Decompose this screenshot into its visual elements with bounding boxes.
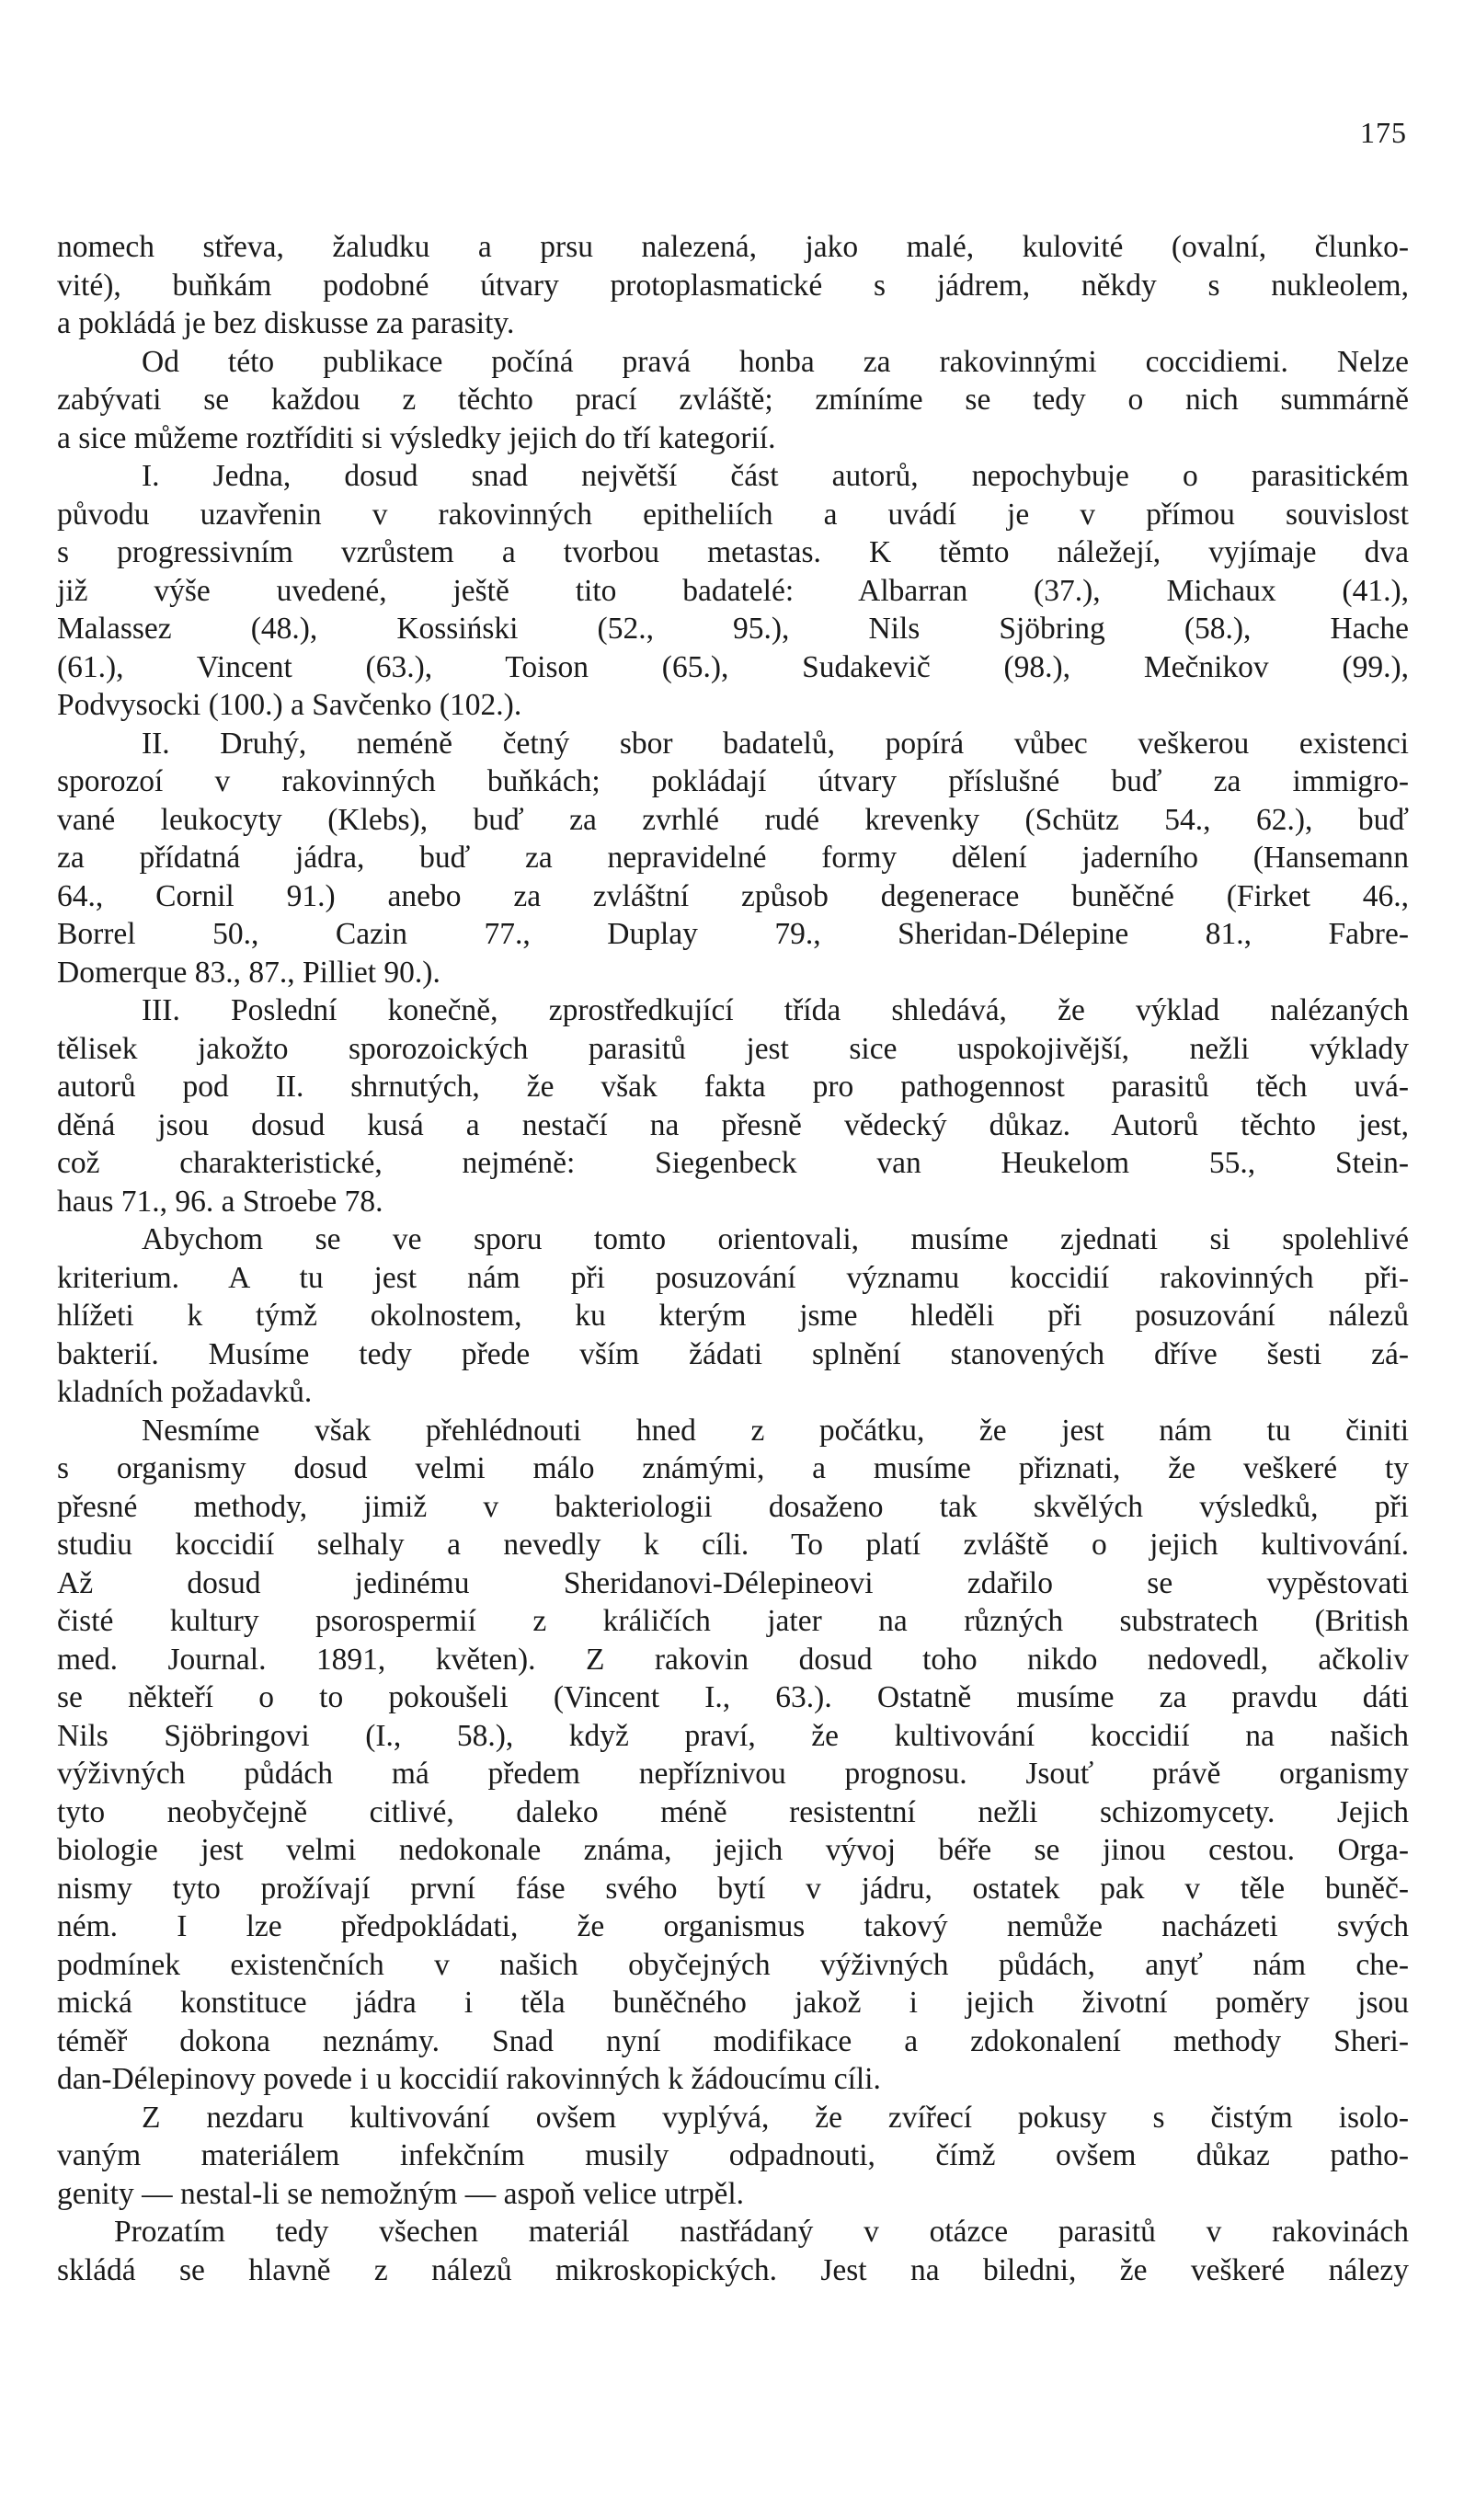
text-line: dan-Délepinovy povede i u koccidií rakovinných k žádoucímu cíli. — [57, 2062, 881, 2096]
text-line: Abychom se ve sporu tomto orientovali, musíme zjednati si spolehlivé — [142, 1222, 1409, 1256]
text-line: tyto neobyčejně citlivé, daleko méně resistentní nežli schizomycety. Jejich — [57, 1794, 1409, 1829]
text-line: podmínek existenčních v našich obyčejných výživných půdách, anyť nám che- — [57, 1947, 1409, 1982]
text-line: mická konstituce jádra i těla buněčného jakož i jejich životní poměry jsou — [57, 1986, 1409, 2020]
text-line: přesné methody, jimiž v bakteriologii dosaženo tak skvělých výsledků, při — [57, 1489, 1409, 1524]
text-line: biologie jest velmi nedokonale známa, jejich vývoj béře se jinou cestou. Orga- — [57, 1833, 1409, 1867]
text-line: 64., Cornil 91.) anebo za zvláštní způsob degenerace buněčné (Firket 46., — [57, 878, 1409, 913]
text-line: bakterií. Musíme tedy přede vším žádati splnění stanovených dříve šesti zá- — [57, 1336, 1409, 1371]
text-line: Podvysocki (100.) a Savčenko (102.). — [57, 688, 522, 722]
text-line: kriterium. A tu jest nám při posuzování významu koccidií rakovinných při- — [57, 1260, 1409, 1295]
text-line: skládá se hlavně z nálezů mikroskopických. Jest na biledni, že veškeré nálezy — [57, 2252, 1409, 2287]
text-line: II. Druhý, neméně četný sbor badatelů, popírá vůbec veškerou existenci — [142, 726, 1409, 761]
text-line: a sice můžeme roztříditi si výsledky jejich do tří kategorií. — [57, 420, 776, 455]
text-line: již výše uvedené, ještě tito badatelé: Albarran (37.), Michaux (41.), — [57, 573, 1409, 608]
text-line: Domerque 83., 87., Pilliet 90.). — [57, 955, 440, 990]
text-line: hlížeti k týmž okolnostem, ku kterým jsme hleděli při posuzování nálezů — [57, 1299, 1409, 1333]
text-line: s organismy dosud velmi málo známými, a musíme přiznati, že veškeré ty — [57, 1451, 1409, 1485]
text-line: tělisek jakožto sporozoických parasitů jest sice uspokojivější, nežli výklady — [57, 1031, 1409, 1066]
text-line: vané leukocyty (Klebs), buď za zvrhlé rudé krevenky (Schütz 54., 62.), buď — [57, 802, 1409, 837]
text-line: děná jsou dosud kusá a nestačí na přesně vědecký důkaz. Autorů těchto jest, — [57, 1107, 1409, 1142]
text-line: I. Jedna, dosud snad největší část autorů, nepochybuje o parasitickém — [142, 459, 1409, 493]
text-line: Od této publikace počíná pravá honba za rakovinnými coccidiemi. Nelze — [142, 344, 1409, 379]
text-line: za přídatná jádra, buď za nepravidelné formy dělení jaderního (Hansemann — [57, 841, 1409, 875]
text-line: se někteří o to pokoušeli (Vincent I., 63.). Ostatně musíme za pravdu dáti — [57, 1680, 1409, 1714]
text-line: (61.), Vincent (63.), Toison (65.), Sudakevič (98.), Mečnikov (99.), — [57, 649, 1409, 684]
text-line: s progressivním vzrůstem a tvorbou metastas. K těmto náležejí, vyjímaje dva — [57, 535, 1409, 569]
text-line: vité), buňkám podobné útvary protoplasmatické s jádrem, někdy s nukleolem, — [57, 268, 1409, 303]
text-line: Malassez (48.), Kossiński (52., 95.), Nils Sjöbring (58.), Hache — [57, 612, 1409, 646]
text-line: autorů pod II. shrnutých, že však fakta pro pathogennost parasitů těch uvá- — [57, 1070, 1409, 1104]
text-line: vaným materiálem infekčním musily odpadnouti, čímž ovšem důkaz patho- — [57, 2138, 1409, 2172]
text-line: kladních požadavků. — [57, 1375, 313, 1409]
text-line: med. Journal. 1891, květen). Z rakovin dosud toho nikdo nedovedl, ačkoliv — [57, 1642, 1409, 1677]
text-line: III. Poslední konečně, zprostředkující třída shledává, že výklad nalézaných — [142, 993, 1409, 1027]
text-line: což charakteristické, nejméně: Siegenbeck van Heukelom 55., Stein- — [57, 1146, 1409, 1180]
text-line: čisté kultury psorospermií z králičích jater na různých substratech (British — [57, 1604, 1409, 1638]
text-line: původu uzavřenin v rakovinných epitheliích a uvádí je v přímou souvislost — [57, 497, 1409, 532]
text-line: sporozoí v rakovinných buňkách; pokládají útvary příslušné buď za immigro- — [57, 764, 1409, 798]
text-line: Až dosud jedinému Sheridanovi-Délepineovi zdařilo se vypěstovati — [57, 1565, 1409, 1600]
text-line: Z nezdaru kultivování ovšem vyplývá, že zvířecí pokusy s čistým isolo- — [142, 2100, 1409, 2135]
text-line: haus 71., 96. a Stroebe 78. — [57, 1184, 383, 1219]
text-line: téměř dokona neznámy. Snad nyní modifikace a zdokonalení methody Sheri- — [57, 2023, 1409, 2058]
text-line: a pokládá je bez diskusse za parasity. — [57, 306, 515, 340]
text-line: Prozatím tedy všechen materiál nastřádaný v otázce parasitů v rakovinách — [114, 2215, 1409, 2249]
body-text — [57, 228, 1409, 2289]
text-line: genity — nestal-li se nemožným — aspoň velice utrpěl. — [57, 2176, 745, 2211]
text-line: Nils Sjöbringovi (I., 58.), když praví, že kultivování koccidií na našich — [57, 1718, 1409, 1753]
page-number: 175 — [1360, 116, 1407, 149]
text-line: Borrel 50., Cazin 77., Duplay 79., Sheridan-Délepine 81., Fabre- — [57, 917, 1409, 951]
text-line: studiu koccidií selhaly a nevedly k cíli. To platí zvláště o jejich kultivování. — [57, 1528, 1409, 1562]
text-line: zabývati se každou z těchto prací zvláště; zmíníme se tedy o nich summárně — [57, 383, 1409, 417]
text-line: nomech střeva, žaludku a prsu nalezená, jako malé, kulovité (ovalní, člunko- — [57, 230, 1409, 264]
text-line: nismy tyto prožívají první fáse svého bytí v jádru, ostatek pak v těle buněč- — [57, 1871, 1409, 1906]
text-line: Nesmíme však přehlédnouti hned z počátku, že jest nám tu činiti — [142, 1413, 1409, 1448]
text-line: výživných půdách má předem nepříznivou prognosu. Jsouť právě organismy — [57, 1757, 1409, 1791]
text-line: ném. I lze předpokládati, že organismus takový nemůže nacházeti svých — [57, 1909, 1409, 1943]
